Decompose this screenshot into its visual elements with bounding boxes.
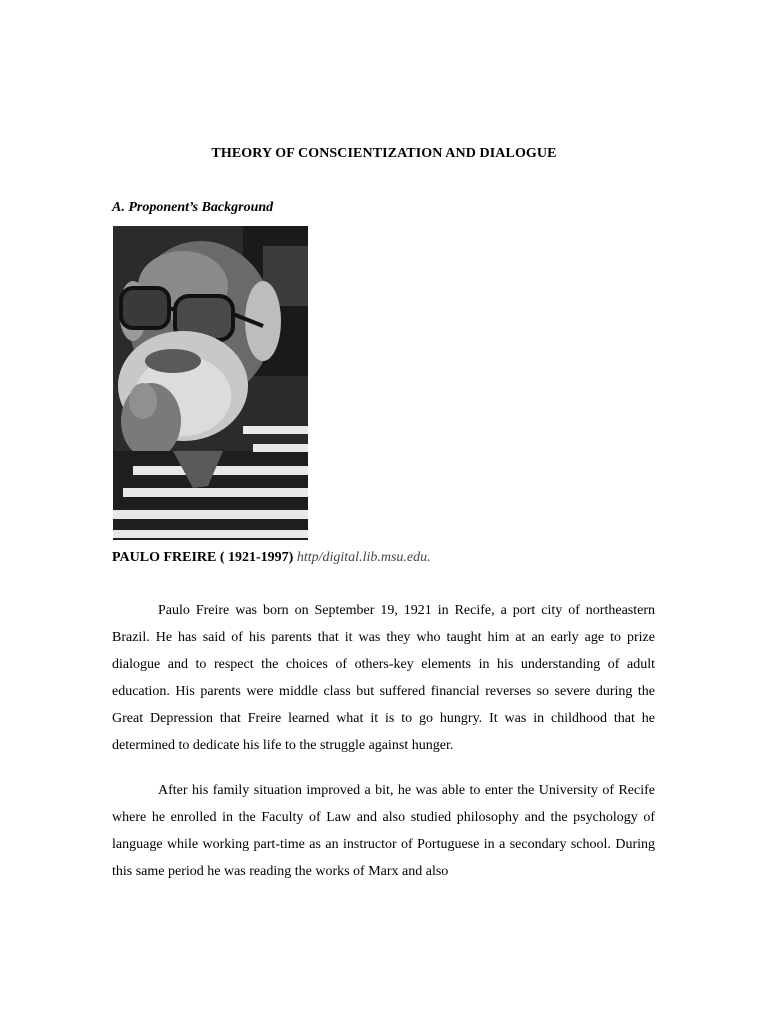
caption-name: PAULO FREIRE ( 1921-1997): [112, 550, 294, 565]
portrait-photo: [113, 226, 308, 540]
body-paragraph: After his family situation improved a bit, he was able to enter the University of Recife where he enrolled in the Faculty of Law and also studied philosophy and the psychology of language while working part-time as an instructor of Portuguese in a secondary school. During this same period he was reading the works of Marx and also: [112, 783, 655, 879]
document-title: THEORY OF CONSCIENTIZATION AND DIALOGUE: [211, 146, 557, 161]
section-heading: A. Proponent’s Background: [112, 200, 274, 215]
photo-caption: [112, 550, 431, 566]
portrait-photo-icon: [113, 226, 308, 540]
body-paragraph: Paulo Freire was born on September 19, 1921 in Recife, a port city of northeastern Brazil. He has said of his parents that it was they who taught him at an early age to prize dialogue and to respect the choices of others-key elements in his understanding of adult education. His parents were middle class but suffered financial reverses so severe during the Great Depression that Freire learned what it is to go hungry. It was in childhood that he determined to dedicate his life to the struggle against hunger.: [112, 603, 655, 753]
caption-source-link: http/digital.lib.msu.edu.: [296, 550, 431, 565]
